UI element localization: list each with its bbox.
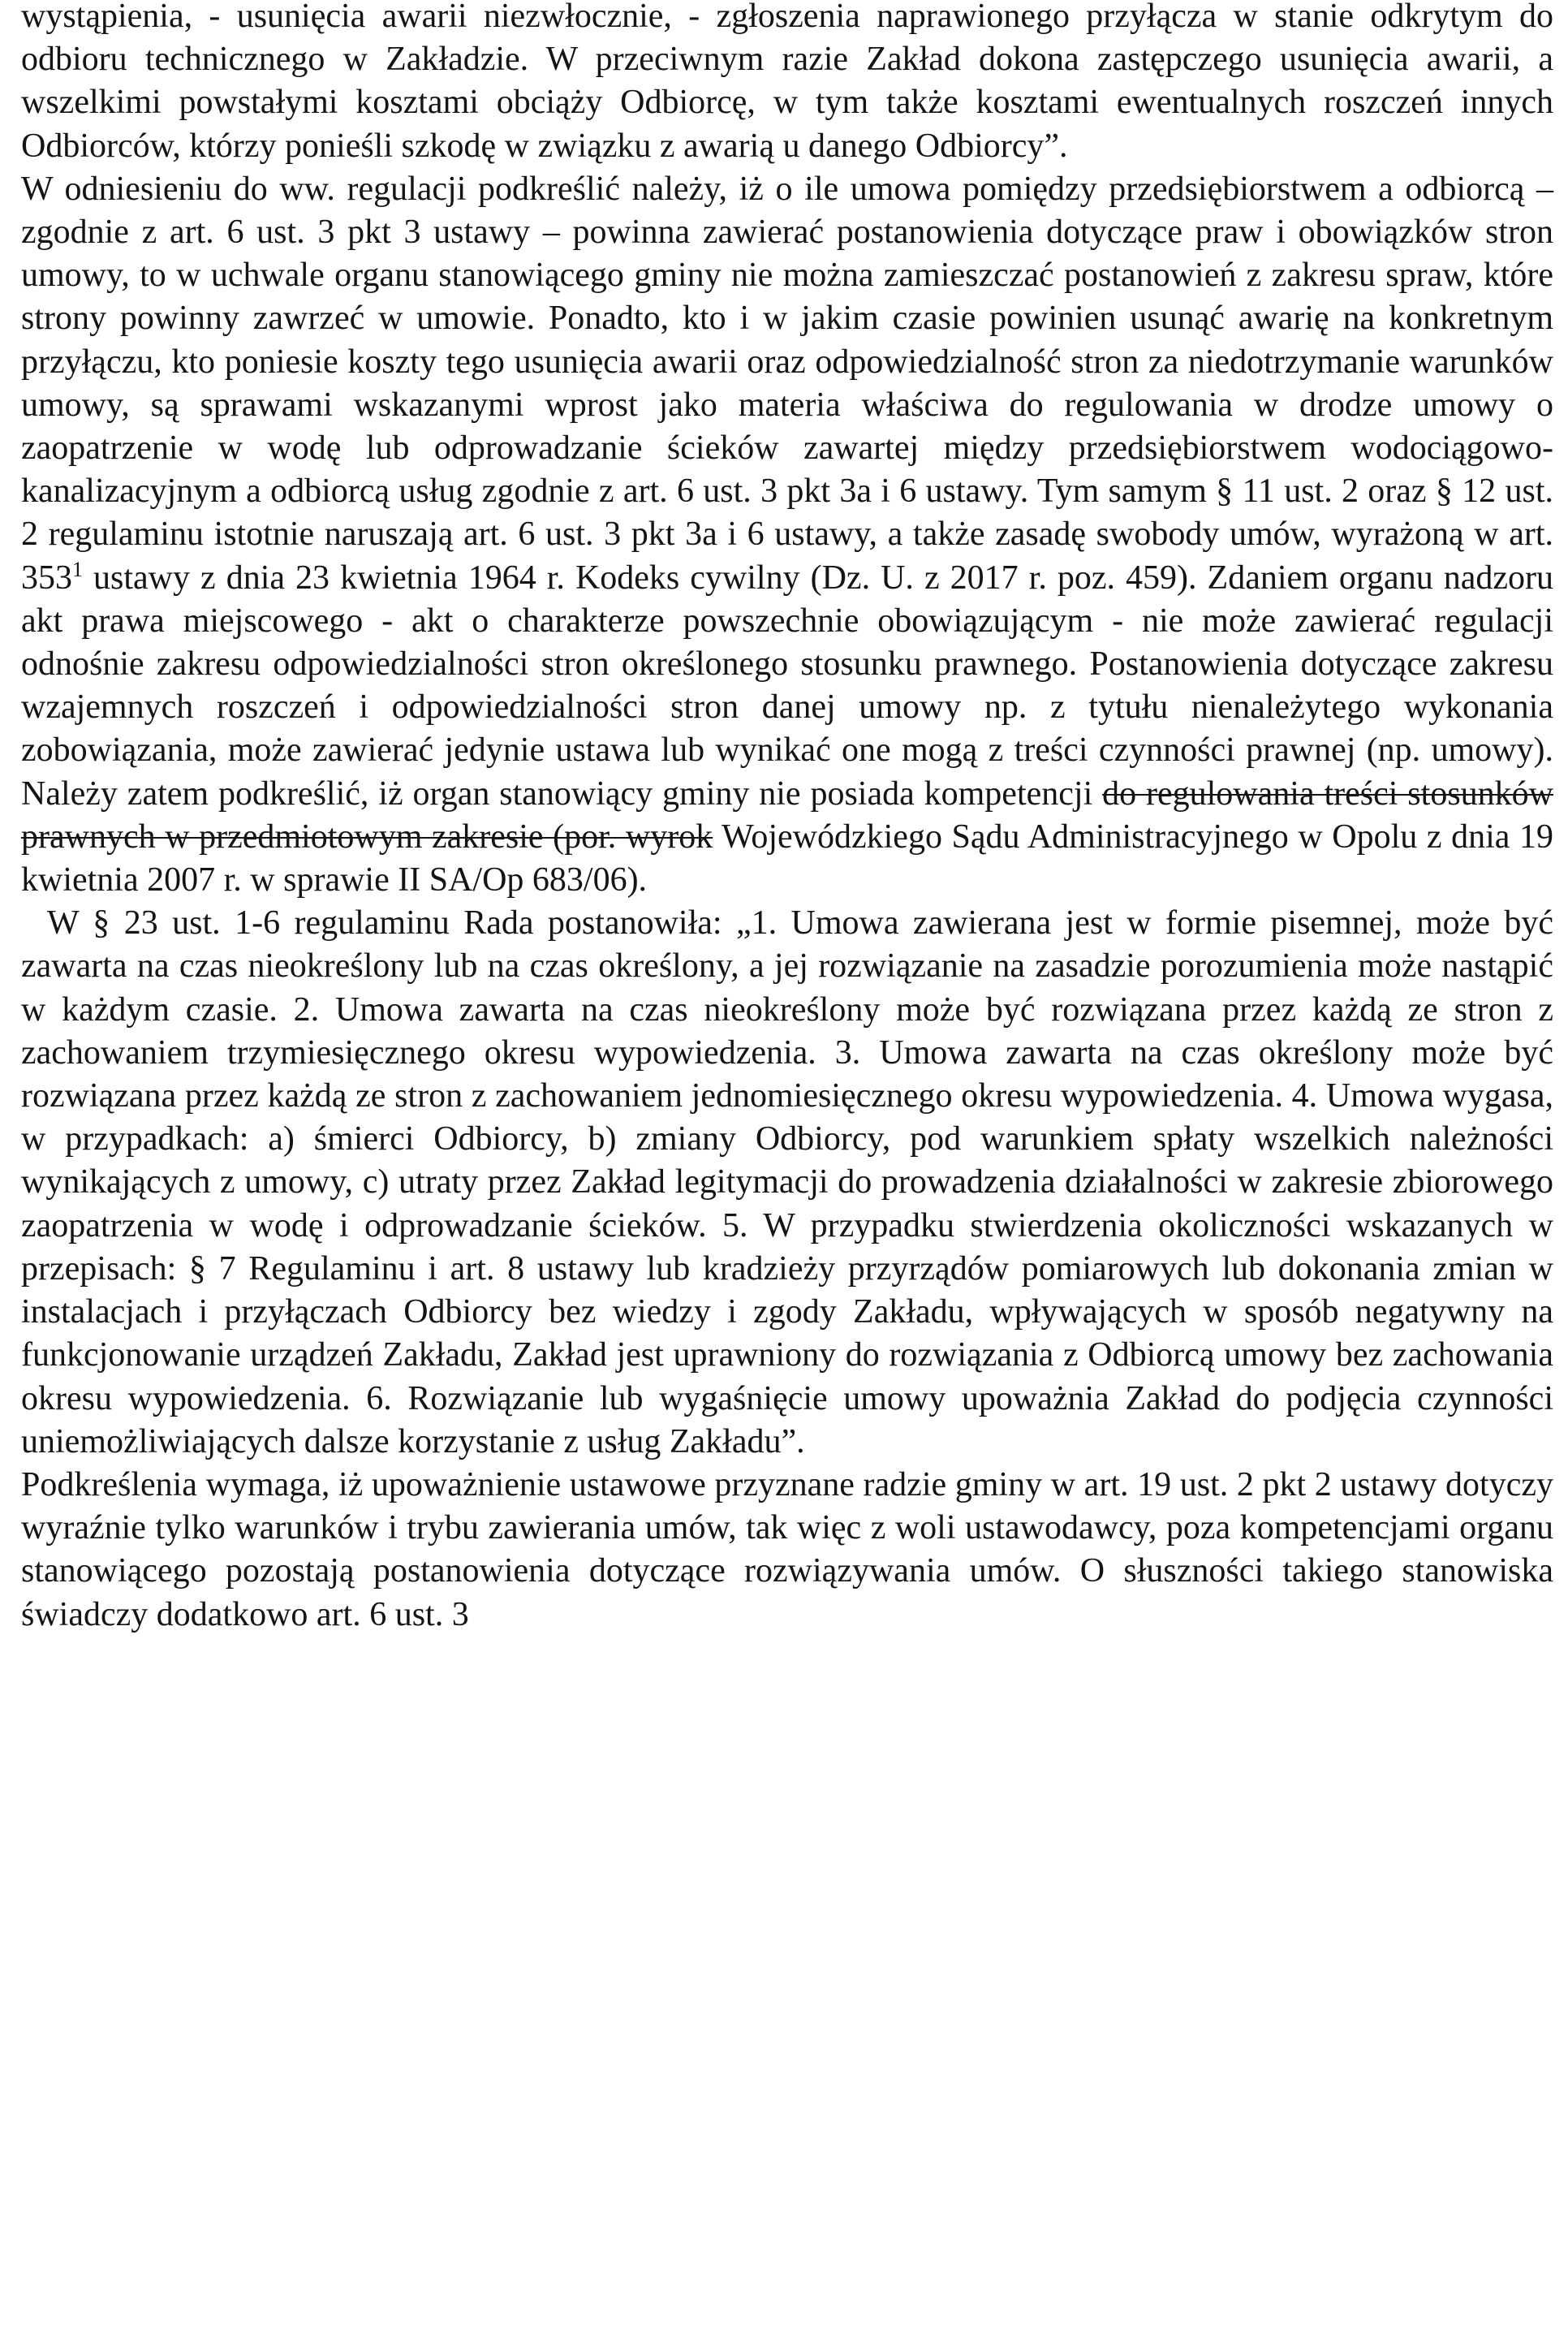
paragraph-awaria-clause-end bbox=[21, 0, 1553, 168]
paragraph-contract-regulation bbox=[21, 168, 1553, 902]
paragraph-text: ustawy z dnia 23 kwietnia 1964 r. Kodeks cywilny (Dz. U. z 2017 r. poz. 459). Zdaniem organu nadzoru akt prawa miejscowego - akt o charakterze powszechnie obowiązującym - nie może zawierać regulacji odnośnie zakresu odpowiedzialności stron określonego stosunku prawnego. Postanowienia dotyczące zakresu wzajemnych roszczeń i odpowiedzialności stron danej umowy np. z tytułu nienależytego wykonania zobowiązania, może zawierać jedynie ustawa lub wynikać one mogą z treści czynności prawnej (np. umowy). Należy zatem podkreślić, iż organ stanowiący gminy nie posiada kompetencji bbox=[21, 559, 1553, 813]
paragraph-statutory-authorization bbox=[21, 1464, 1553, 1637]
document-body bbox=[21, 0, 1553, 1637]
footnote-superscript: 1 bbox=[72, 557, 83, 581]
paragraph-text: W § 23 ust. 1-6 regulaminu Rada postanowiła: „1. Umowa zawierana jest w formie pisemnej, może być zawarta na czas nieokreślony lub na czas określony, a jej rozwiązanie na zasadzie porozumienia może nastąpić w każdym czasie. 2. Umowa zawarta na czas nieokreślony może być rozwiązana przez każdą ze stron z zachowaniem trzymiesięcznego okresu wypowiedzenia. 3. Umowa zawarta na czas określony może być rozwiązana przez każdą ze stron z zachowaniem jednomiesięcznego okresu wypowiedzenia. 4. Umowa wygasa, w przypadkach: a) śmierci Odbiorcy, b) zmiany Odbiorcy, pod warunkiem spłaty wszelkich należności wynikających z umowy, c) utraty przez Zakład legitymacji do prowadzenia działalności w zakresie zbiorowego zaopatrzenia w wodę i odprowadzanie ścieków. 5. W przypadku stwierdzenia okoliczności wskazanych w przepisach: § 7 Regulaminu i art. 8 ustawy lub kradzieży przyrządów pomiarowych lub dokonania zmian w instalacjach i przyłączach Odbiorcy bez wiedzy i zgody Zakładu, wpływających w sposób negatywny na funkcjonowanie urządzeń Zakładu, Zakład jest uprawniony do rozwiązania z Odbiorcą umowy bez zachowania okresu wypowiedzenia. 6. Rozwiązanie lub wygaśnięcie umowy upoważnia Zakład do podjęcia czynności uniemożliwiających dalsze korzystanie z usług Zakładu”. bbox=[21, 904, 1553, 1460]
paragraph-text: wystąpienia, - usunięcia awarii niezwłocznie, - zgłoszenia naprawionego przyłącza w stanie odkrytym do odbioru technicznego w Zakładzie. W przeciwnym razie Zakład dokona zastępczego usunięcia awarii, a wszelkimi powstałymi kosztami obciąży Odbiorcę, w tym także kosztami ewentualnych roszczeń innych Odbiorców, którzy ponieśli szkodę w związku z awarią u danego Odbiorcy”. bbox=[21, 0, 1553, 165]
paragraph-text: Podkreślenia wymaga, iż upoważnienie ustawowe przyznane radzie gminy w art. 19 ust. 2 pkt 2 ustawy dotyczy wyraźnie tylko warunków i trybu zawierania umów, tak więc z woli ustawodawcy, poza kompetencjami organu stanowiącego pozostają postanowienia dotyczące rozwiązywania umów. O słuszności takiego stanowiska świadczy dodatkowo art. 6 ust. 3 bbox=[21, 1465, 1553, 1633]
paragraph-section-23 bbox=[21, 902, 1553, 1464]
struck-through-text: do regulowania treści stosunków prawnych w przedmiotowym zakresie (por. wyrok bbox=[21, 774, 1553, 856]
paragraph-text: W odniesieniu do ww. regulacji podkreślić należy, iż o ile umowa pomiędzy przedsiębiorstwem a odbiorcą – zgodnie z art. 6 ust. 3 pkt 3 ustawy – powinna zawierać postanowienia dotyczące praw i obowiązków stron umowy, to w uchwale organu stanowiącego gminy nie można zamieszczać postanowień z zakresu spraw, które strony powinny zawrzeć w umowie. Ponadto, kto i w jakim czasie powinien usunąć awarię na konkretnym przyłączu, kto poniesie koszty tego usunięcia awarii oraz odpowiedzialność stron za niedotrzymanie warunków umowy, są sprawami wskazanymi wprost jako materia właściwa do regulowania w drodze umowy o zaopatrzenie w wodę lub odprowadzanie ścieków zawartej między przedsiębiorstwem wodociągowo-kanalizacyjnym a odbiorcą usług zgodnie z art. 6 ust. 3 pkt 3a i 6 ustawy. Tym samym § 11 ust. 2 oraz § 12 ust. 2 regulaminu istotnie naruszają art. 6 ust. 3 pkt 3a i 6 ustawy, a także zasadę swobody umów, wyrażoną w art. 353 bbox=[21, 170, 1553, 597]
paragraph-text: Wojewódzkiego Sądu Administracyjnego w Opolu z dnia 19 kwietnia 2007 r. w sprawie II SA/Op 683/06). bbox=[21, 817, 1554, 899]
